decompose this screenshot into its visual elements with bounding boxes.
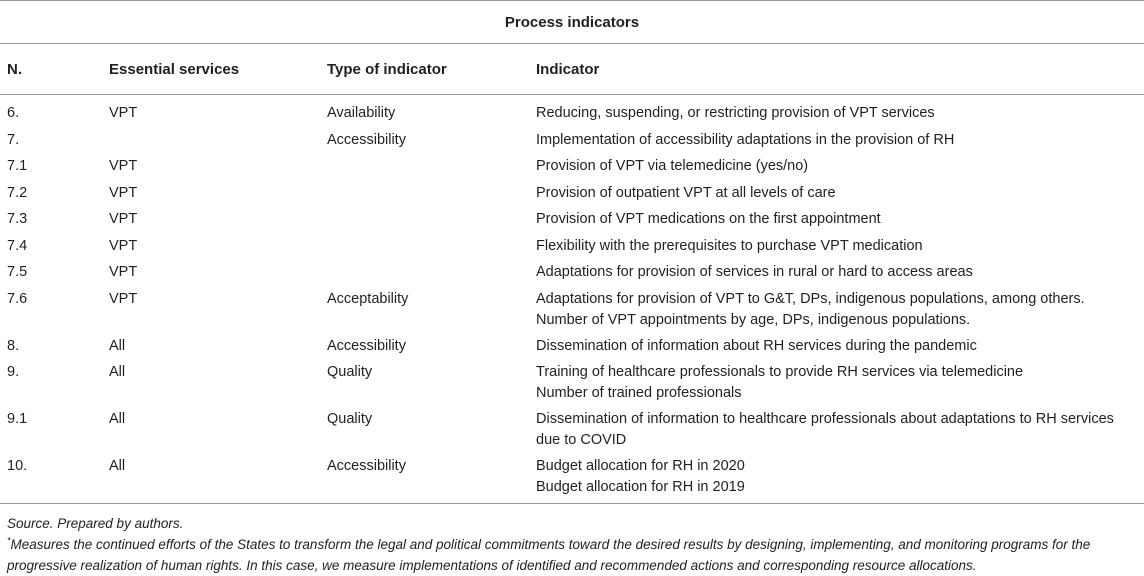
cell-indicator [536, 262, 1142, 283]
table-row [0, 362, 1144, 409]
cell-number: 7.6 [7, 290, 28, 307]
cell-indicator-type: Quality [327, 411, 373, 427]
table-row [0, 336, 1144, 363]
cell-indicator-type: Quality [327, 364, 373, 380]
cell-indicator-line: Adaptations for provision of services in rural or hard to access areas [536, 264, 973, 280]
cell-essential-service: VPT [109, 158, 138, 174]
definition-note-line1: Measures the continued efforts of the States to transform the legal and political commitments toward the desired results by designing, implementing, and monitoring programs for the [10, 537, 1091, 552]
definition-note [7, 534, 1142, 555]
cell-number: 9.1 [7, 411, 28, 427]
cell-indicator-line: Dissemination of information to healthcare professionals about adaptations to RH services [536, 411, 1114, 427]
table-row [0, 183, 1144, 210]
cell-essential-service: VPT [109, 290, 138, 307]
header-number: N. [7, 60, 22, 78]
cell-indicator [536, 362, 1142, 404]
cell-number: 7.4 [7, 237, 28, 254]
table-caption-text: Process indicators [504, 13, 640, 31]
cell-indicator-line: Budget allocation for RH in 2019 [536, 479, 745, 495]
cell-essential-service: VPT [109, 105, 138, 121]
cell-number: 7.5 [7, 264, 28, 280]
table-row [0, 289, 1144, 336]
table-row [0, 409, 1144, 456]
cell-indicator [536, 209, 1142, 230]
cell-indicator [536, 236, 1142, 257]
cell-number: 8. [7, 337, 20, 354]
cell-number: 7.3 [7, 211, 28, 227]
table-row [0, 130, 1144, 157]
cell-indicator-type: Accessibility [327, 131, 406, 148]
cell-essential-service: VPT [109, 184, 138, 201]
table-row [0, 156, 1144, 183]
cell-indicator [536, 103, 1142, 124]
cell-indicator [536, 409, 1142, 451]
cell-indicator-line: Budget allocation for RH in 2020 [536, 458, 745, 474]
cell-indicator [536, 156, 1142, 177]
table-row [0, 236, 1144, 263]
cell-indicator-line: due to COVID [536, 432, 627, 448]
cell-indicator-line: Provision of VPT via telemedicine (yes/no) [536, 158, 809, 174]
header-essential-services: Essential services [109, 60, 240, 78]
cell-indicator-line: Provision of outpatient VPT at all levels of care [536, 184, 836, 201]
cell-indicator [536, 456, 1142, 498]
cell-indicator-line: Number of trained professionals [536, 385, 742, 401]
cell-indicator [536, 130, 1142, 151]
table-footnotes [7, 513, 1142, 576]
table-header-row [0, 44, 1144, 95]
definition-note-line2: progressive realization of human rights. In this case, we measure implementations of identified and recommended actions and corresponding resource allocations. [7, 558, 977, 573]
table-body [0, 95, 1144, 504]
cell-number: 9. [7, 364, 20, 380]
cell-essential-service: All [109, 411, 126, 427]
cell-essential-service: VPT [109, 264, 138, 280]
header-indicator: Indicator [536, 60, 600, 78]
table-row [0, 456, 1144, 503]
cell-indicator-type: Accessibility [327, 337, 406, 354]
cell-indicator [536, 289, 1142, 331]
cell-indicator-line: Flexibility with the prerequisites to purchase VPT medication [536, 237, 923, 254]
cell-indicator-line: Reducing, suspending, or restricting provision of VPT services [536, 105, 935, 121]
cell-indicator-type: Acceptability [327, 290, 409, 307]
table-row [0, 262, 1144, 289]
footnote-marker: * [7, 535, 11, 546]
cell-number: 7. [7, 131, 20, 148]
table-row [0, 209, 1144, 236]
source-note: Source. Prepared by authors. [7, 516, 184, 531]
cell-indicator-line: Implementation of accessibility adaptations in the provision of RH [536, 131, 955, 148]
cell-indicator-line: Provision of VPT medications on the first appointment [536, 211, 881, 227]
cell-essential-service: All [109, 458, 126, 474]
cell-essential-service: All [109, 364, 126, 380]
cell-number: 6. [7, 105, 20, 121]
cell-indicator-line: Training of healthcare professionals to provide RH services via telemedicine [536, 364, 1024, 380]
cell-indicator-line: Adaptations for provision of VPT to G&T, DPs, indigenous populations, among others. [536, 290, 1085, 307]
cell-essential-service: VPT [109, 237, 138, 254]
cell-indicator [536, 183, 1142, 204]
cell-indicator-line: Number of VPT appointments by age, DPs, indigenous populations. [536, 311, 971, 328]
cell-indicator-type: Availability [327, 105, 396, 121]
cell-number: 7.2 [7, 184, 28, 201]
cell-indicator [536, 336, 1142, 357]
header-type-of-indicator: Type of indicator [327, 60, 447, 78]
table-caption [0, 0, 1144, 44]
cell-essential-service: All [109, 337, 126, 354]
cell-essential-service: VPT [109, 211, 138, 227]
cell-indicator-line: Dissemination of information about RH services during the pandemic [536, 337, 977, 354]
cell-indicator-type: Accessibility [327, 458, 406, 474]
table-row [0, 103, 1144, 130]
cell-number: 10. [7, 458, 28, 474]
cell-number: 7.1 [7, 158, 28, 174]
